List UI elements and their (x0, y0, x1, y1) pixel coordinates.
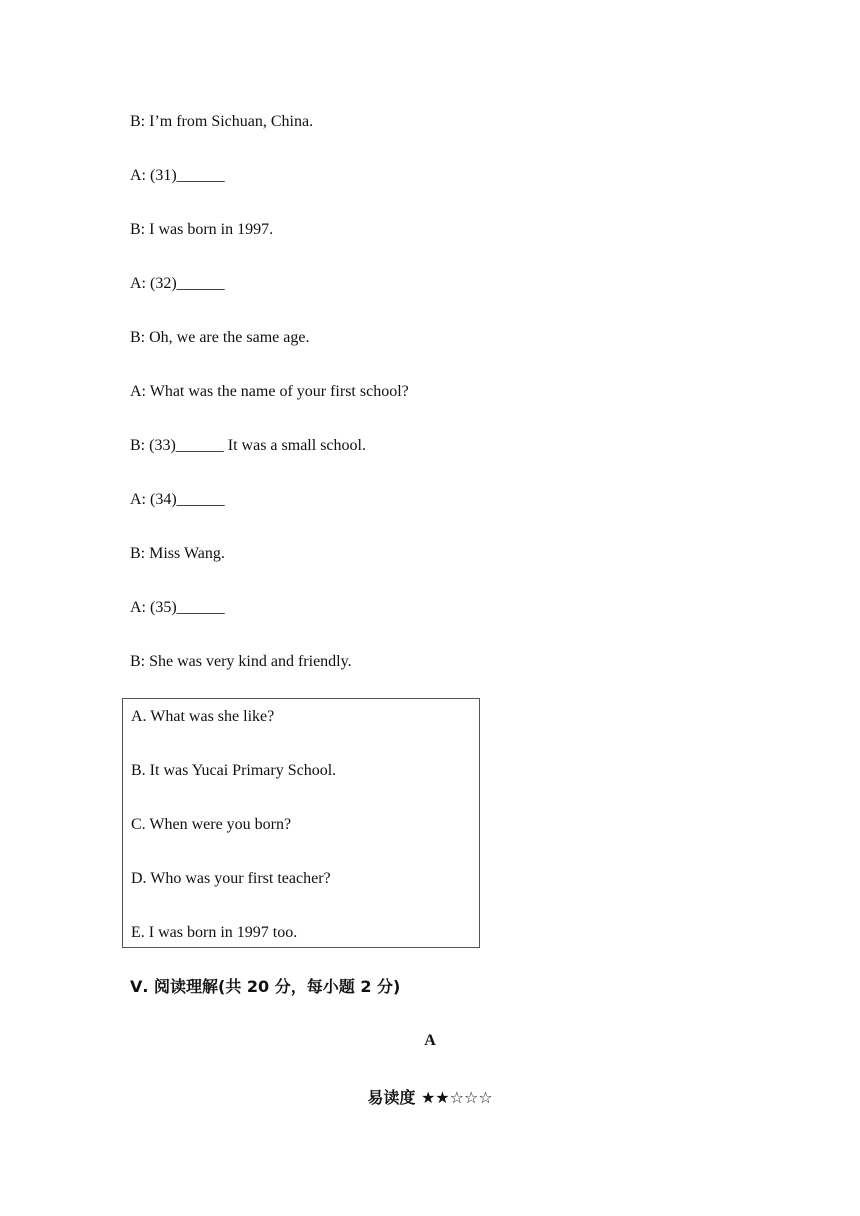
dialogue-line: B: She was very kind and friendly. (130, 653, 352, 670)
option-c: C. When were you born? (131, 816, 292, 833)
options-box (122, 698, 480, 948)
dialogue-line: A: What was the name of your first school? (130, 383, 409, 400)
dialogue-line: B: (33)______ It was a small school. (130, 437, 366, 454)
option-d: D. Who was your first teacher? (131, 870, 331, 887)
dialogue-line: B: I was born in 1997. (130, 221, 274, 238)
dialogue-line: A: (35)______ (130, 599, 225, 616)
option-b: B. It was Yucai Primary School. (131, 762, 337, 779)
dialogue-line: A: (31)______ (130, 167, 225, 184)
option-e: E. I was born in 1997 too. (131, 924, 298, 941)
dialogue-line: B: I’m from Sichuan, China. (130, 113, 314, 130)
option-a: A. What was she like? (131, 708, 275, 725)
difficulty-rating (0, 1085, 860, 1108)
dialogue-line: A: (32)______ (130, 275, 225, 292)
passage-label: A (424, 1032, 436, 1049)
difficulty-stars: ★★☆☆☆ (420, 1088, 493, 1107)
dialogue-line: A: (34)______ (130, 491, 225, 508)
difficulty-label: 易读度 (367, 1088, 416, 1107)
section-heading: Ⅴ. 阅读理解(共 20 分，每小题 2 分) (130, 977, 401, 996)
dialogue-line: B: Oh, we are the same age. (130, 329, 310, 346)
dialogue-line: B: Miss Wang. (130, 545, 225, 562)
